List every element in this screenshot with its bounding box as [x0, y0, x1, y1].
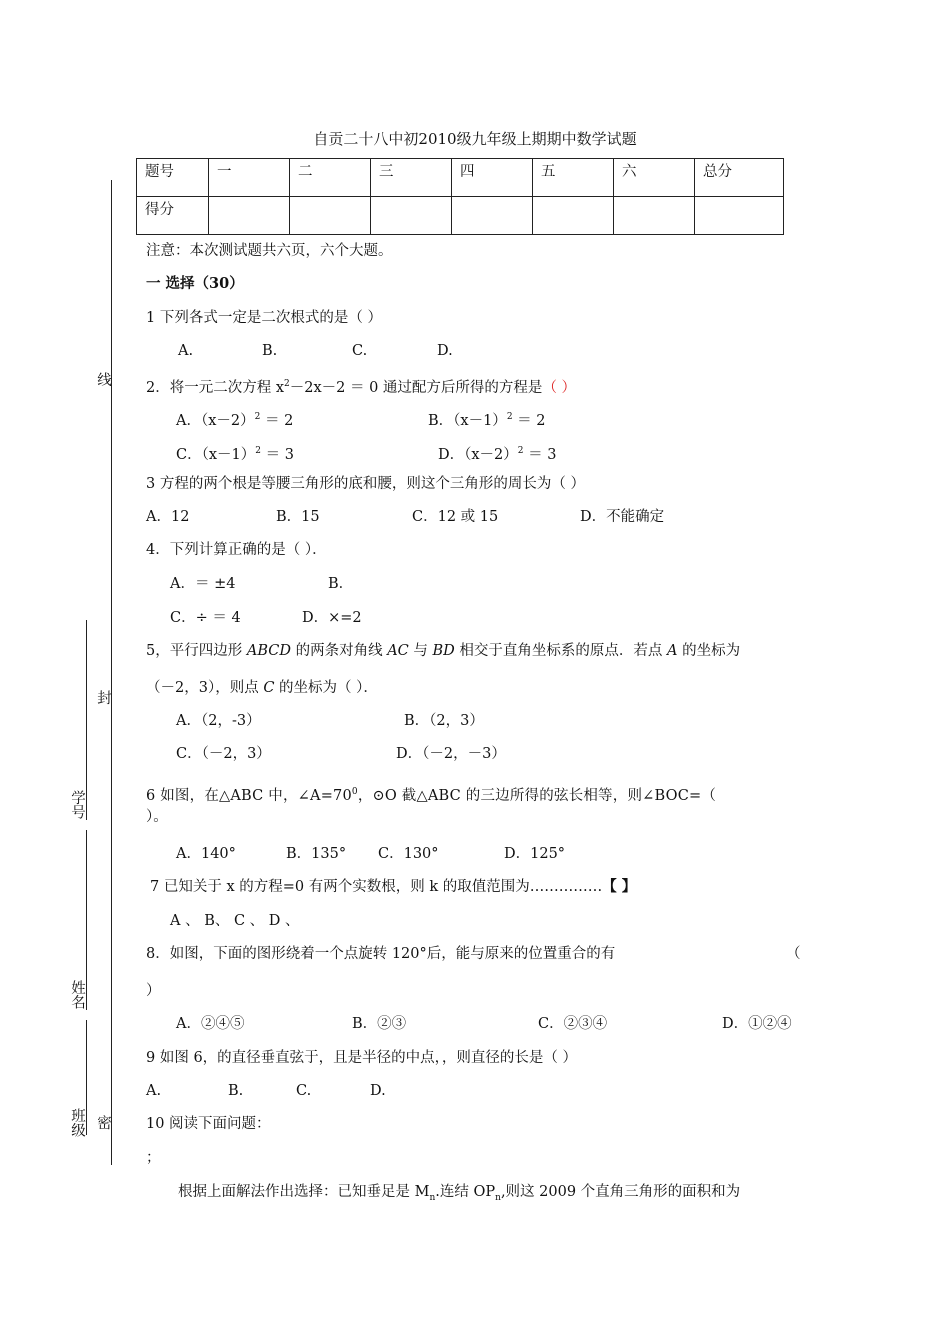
page-title: 自贡二十八中初2010级九年级上期期中数学试题 — [313, 130, 637, 148]
option-a: A．②④⑤ — [176, 1016, 245, 1032]
binding-line — [111, 180, 112, 1165]
var-abcd: ABCD — [246, 643, 291, 659]
student-number-blank[interactable] — [86, 620, 87, 820]
option-b — [428, 408, 546, 430]
q10-text: .连结 OP — [435, 1184, 496, 1200]
q6-text: 6 如图，在△ABC 中，∠A=70 — [146, 787, 352, 804]
option-b: B．135° — [286, 846, 347, 862]
score-table-header-row — [137, 159, 784, 197]
option-text: B．（x－1） — [428, 412, 507, 429]
exponent: 2 — [284, 379, 290, 389]
option-text: D．（x－2） — [438, 446, 518, 463]
option-b: B. — [228, 1083, 244, 1099]
student-number-label: 学号 — [69, 790, 85, 819]
exponent: 2 — [255, 446, 261, 456]
option-d: D．×=2 — [302, 610, 362, 626]
q5-text: （－2，3），则点 — [146, 680, 264, 696]
table-cell: 总分 — [695, 159, 784, 197]
table-cell: 三 — [371, 159, 452, 197]
option-text: C．（x－1） — [176, 446, 256, 463]
option-d: D．①②④ — [722, 1016, 792, 1032]
var-bd: BD — [432, 643, 455, 659]
score-input-cell[interactable] — [209, 197, 290, 235]
question-1-stem: 1 下列各式一定是二次根式的是（ ） — [146, 310, 382, 326]
q5-text: 5，平行四边形 — [146, 643, 247, 659]
table-cell: 二 — [290, 159, 371, 197]
question-2-stem — [146, 375, 576, 397]
class-blank[interactable] — [86, 1020, 87, 1135]
q5-text: 的两条对角线 — [290, 643, 388, 659]
score-input-cell[interactable] — [533, 197, 614, 235]
answer-paren-close: ） — [146, 983, 161, 999]
q5-text: 相交于直角坐标系的原点．若点 — [454, 643, 667, 659]
exponent: 2 — [506, 412, 513, 422]
option-d: D. — [437, 343, 453, 359]
option-c: C. — [352, 343, 368, 359]
exponent: 2 — [517, 446, 524, 456]
var-ac: AC — [387, 643, 409, 659]
notice: 注意：本次测试题共六页，六个大题。 — [146, 243, 393, 259]
table-cell: 得分 — [137, 197, 209, 235]
score-input-cell[interactable] — [371, 197, 452, 235]
option-c: C．②③④ — [538, 1016, 608, 1032]
table-cell: 六 — [614, 159, 695, 197]
q10-text: ,则这 2009 个直角三角形的面积和为 — [500, 1184, 741, 1200]
var-c: C — [263, 680, 275, 696]
option-c — [176, 442, 294, 464]
exponent: 0 — [351, 787, 358, 797]
table-cell: 题号 — [137, 159, 209, 197]
option-text: ＝ 2 — [517, 412, 546, 429]
option-text: A．（x－2） — [176, 412, 255, 429]
option-a: A．12 — [146, 509, 190, 525]
option-c: C．130° — [378, 846, 439, 862]
q6-text: ，⊙O 截△ABC 的三边所得的弦长相等，则∠BOC=（ — [357, 787, 717, 804]
question-5-stem — [146, 642, 740, 660]
option-text: ＝ 3 — [265, 446, 294, 463]
question-10-text — [178, 1183, 740, 1207]
question-7-options: A 、 B、 C 、 D 、 — [170, 913, 300, 929]
q2-text: 2．将一元二次方程 x — [146, 379, 285, 396]
name-label: 姓名 — [69, 980, 85, 1009]
answer-bracket: 【 】 — [602, 878, 637, 895]
option-d: D．不能确定 — [580, 509, 665, 525]
answer-paren: （ ） — [542, 379, 577, 396]
question-8-stem: 8．如图，下面的图形绕着一个点旋转 120°后，能与原来的位置重合的有 — [146, 946, 616, 962]
question-9-stem: 9 如图 6，的直径垂直弦于，且是半径的中点，，则直径的长是（ ） — [146, 1050, 578, 1066]
option-c: C．12 或 15 — [412, 509, 499, 525]
option-d: D．125° — [504, 846, 566, 862]
question-5-stem-line2 — [146, 679, 378, 697]
table-cell: 一 — [209, 159, 290, 197]
q7-text: 7 已知关于 x 的方程=0 有两个实数根，则 k 的取值范围为…………… — [150, 879, 603, 895]
margin-label-mi: 密 — [95, 1115, 111, 1130]
option-c: C．（－2，3） — [176, 746, 271, 762]
question-6-stem-line2: ）。 — [146, 809, 168, 825]
score-table — [136, 158, 784, 235]
option-text: ＝ 2 — [264, 412, 294, 429]
subscript: n — [429, 1192, 436, 1203]
margin-label-xian: 线 — [95, 372, 111, 387]
answer-paren-open: （ — [786, 946, 801, 962]
option-a — [176, 408, 293, 430]
score-table-score-row — [137, 197, 784, 235]
option-a: A. — [178, 343, 194, 359]
q5-text: 的坐标为（ ）． — [274, 680, 378, 696]
score-input-cell[interactable] — [695, 197, 784, 235]
semicolon: ； — [146, 1150, 161, 1166]
score-input-cell[interactable] — [452, 197, 533, 235]
q5-text: 与 — [408, 643, 433, 659]
section-heading-choice: 一 选择（30） — [146, 275, 244, 292]
option-b: B．②③ — [352, 1016, 407, 1032]
option-a: A．140° — [176, 846, 236, 862]
option-d — [438, 442, 556, 464]
option-d: D. — [370, 1083, 386, 1099]
table-cell: 四 — [452, 159, 533, 197]
q5-text: 的坐标为 — [677, 643, 741, 659]
name-blank[interactable] — [86, 830, 87, 1010]
table-cell: 五 — [533, 159, 614, 197]
option-a: A．＝ ±4 — [170, 576, 236, 592]
option-c: C．÷ ＝ 4 — [170, 610, 241, 626]
option-b: B．（2，3） — [404, 713, 484, 729]
q10-text: 根据上面解法作出选择：已知垂足是 M — [178, 1184, 430, 1200]
q2-text: －2x－2 ＝ 0 通过配方后所得的方程是 — [289, 379, 543, 396]
question-10-stem: 10 阅读下面问题： — [146, 1116, 271, 1132]
score-input-cell[interactable] — [290, 197, 371, 235]
option-d: D．（－2，－3） — [396, 746, 506, 762]
option-c: C. — [296, 1083, 312, 1099]
question-6-stem — [146, 783, 716, 805]
question-4-stem: 4．下列计算正确的是（ ）． — [146, 542, 327, 558]
class-label: 班级 — [69, 1108, 85, 1137]
score-input-cell[interactable] — [614, 197, 695, 235]
question-7-stem — [150, 878, 636, 896]
option-b: B． — [328, 576, 354, 592]
option-b: B. — [262, 343, 278, 359]
margin-label-feng: 封 — [95, 690, 111, 705]
subscript: n — [495, 1192, 501, 1203]
exponent: 2 — [254, 412, 261, 422]
var-a: A — [666, 643, 678, 659]
option-text: ＝ 3 — [528, 446, 557, 463]
option-a: A. — [146, 1083, 162, 1099]
option-b: B．15 — [276, 509, 320, 525]
option-a: A．（2，-3） — [176, 713, 261, 729]
question-3-stem: 3 方程的两个根是等腰三角形的底和腰，则这个三角形的周长为（ ） — [146, 476, 585, 492]
